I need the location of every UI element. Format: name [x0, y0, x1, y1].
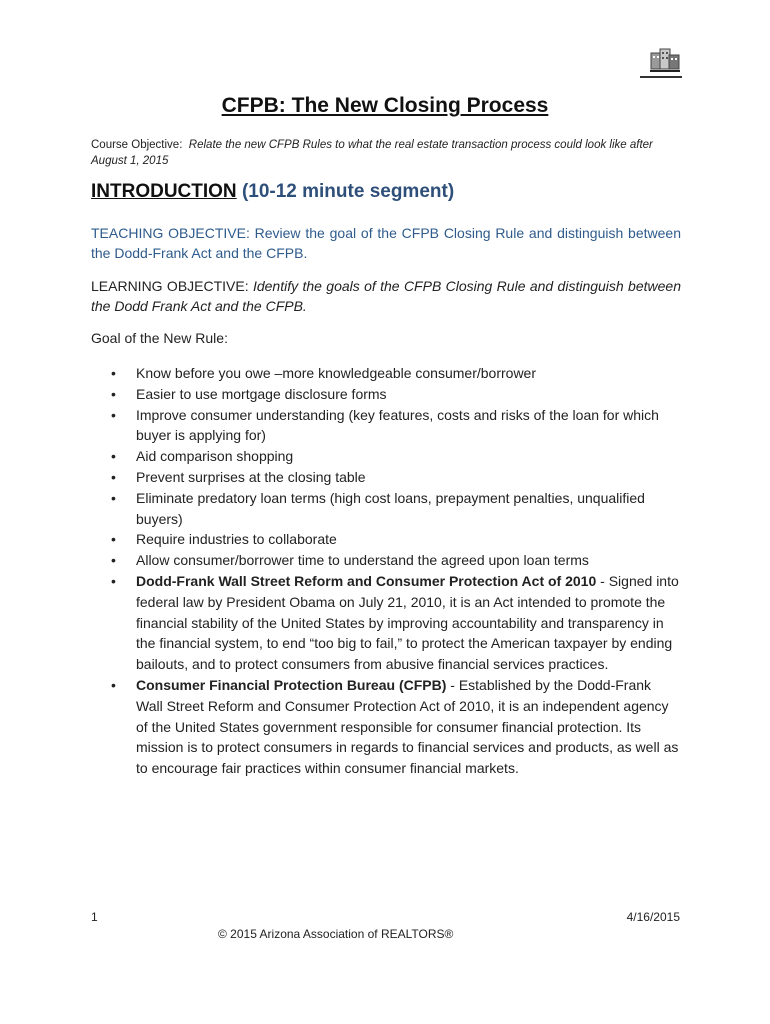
list-item — [91, 571, 681, 675]
list-item-term: Consumer Financial Protection Bureau (CFPB) — [136, 676, 447, 693]
list-item-term: Dodd-Frank Wall Street Reform and Consumer Protection Act of 2010 — [136, 572, 597, 589]
footer-date: 4/16/2015 — [626, 910, 680, 924]
introduction-heading — [91, 181, 454, 203]
bullet-icon: • — [111, 531, 116, 548]
page-title: CFPB: The New Closing Process — [221, 94, 549, 117]
list-item — [91, 446, 681, 467]
learning-objective — [91, 276, 681, 316]
bullet-icon: • — [111, 406, 116, 423]
realtor-association-logo-icon — [648, 47, 682, 75]
bullet-icon: • — [111, 572, 116, 589]
course-objective — [91, 137, 691, 169]
list-item — [91, 529, 681, 550]
list-item — [91, 550, 681, 571]
course-objective-text: Relate the new CFPB Rules to what the real estate transaction process could look like after August 1, 2015 — [91, 139, 653, 167]
learning-objective-label: LEARNING OBJECTIVE: — [91, 278, 249, 294]
bullet-icon: • — [111, 448, 116, 465]
list-item-text: - Established by the Dodd-Frank Wall Street Reform and Consumer Protection Act of 2010, it is an independent agency of the United States government responsible for consumer financial protection. Its mission is to protect consumers in regards to financial services and products, as well as to encourage fair practices within consumer financial markets. — [136, 676, 679, 777]
list-item — [91, 467, 681, 488]
list-item-text: Eliminate predatory loan terms (high cost loans, prepayment penalties, unqualified buyers) — [136, 489, 645, 527]
list-item — [91, 675, 681, 779]
goal-bullet-list — [91, 363, 681, 779]
bullet-icon: • — [111, 552, 116, 569]
bullet-icon: • — [111, 385, 116, 402]
list-item — [91, 488, 681, 530]
introduction-segment: (10-12 minute segment) — [241, 181, 455, 202]
course-objective-label: Course Objective: — [91, 139, 183, 151]
list-item-text: Require industries to collaborate — [136, 531, 337, 548]
list-item-text: Aid comparison shopping — [136, 448, 294, 465]
bullet-icon: • — [111, 468, 116, 485]
list-item — [91, 384, 681, 405]
list-item — [91, 405, 681, 447]
logo-underline — [640, 76, 682, 78]
list-item-text: - Signed into federal law by President Obama on July 21, 2010, it is an Act intended to promote the financial stability of the United States by improving accountability and transparency in the financial system, to end “too big to fail,” to protect the American taxpayer by ending bailouts, and to protect consumers from abusive financial services practices. — [136, 572, 679, 673]
list-item-text: Know before you owe –more knowledgeable consumer/borrower — [136, 365, 536, 381]
list-item — [91, 363, 681, 384]
footer-copyright: © 2015 Arizona Association of REALTORS® — [218, 927, 454, 941]
learning-objective-text: Identify the goals of the CFPB Closing Rule and distinguish between the Dodd Frank Act and the CFPB. — [91, 278, 681, 314]
list-item-text: Improve consumer understanding (key features, costs and risks of the loan for which buyer is applying for) — [136, 406, 659, 444]
bullet-icon: • — [111, 489, 116, 506]
goal-label: Goal of the New Rule: — [91, 330, 228, 346]
introduction-title: INTRODUCTION — [91, 181, 237, 202]
list-item-text: Easier to use mortgage disclosure forms — [136, 385, 387, 402]
bullet-icon: • — [111, 676, 116, 693]
bullet-icon: • — [111, 365, 116, 381]
teaching-objective: TEACHING OBJECTIVE: Review the goal of the CFPB Closing Rule and distinguish between the Dodd-Frank Act and the CFPB. — [91, 225, 681, 261]
list-item-text: Allow consumer/borrower time to understand the agreed upon loan terms — [136, 552, 589, 569]
page-number: 1 — [91, 910, 98, 924]
list-item-text: Prevent surprises at the closing table — [136, 468, 366, 485]
